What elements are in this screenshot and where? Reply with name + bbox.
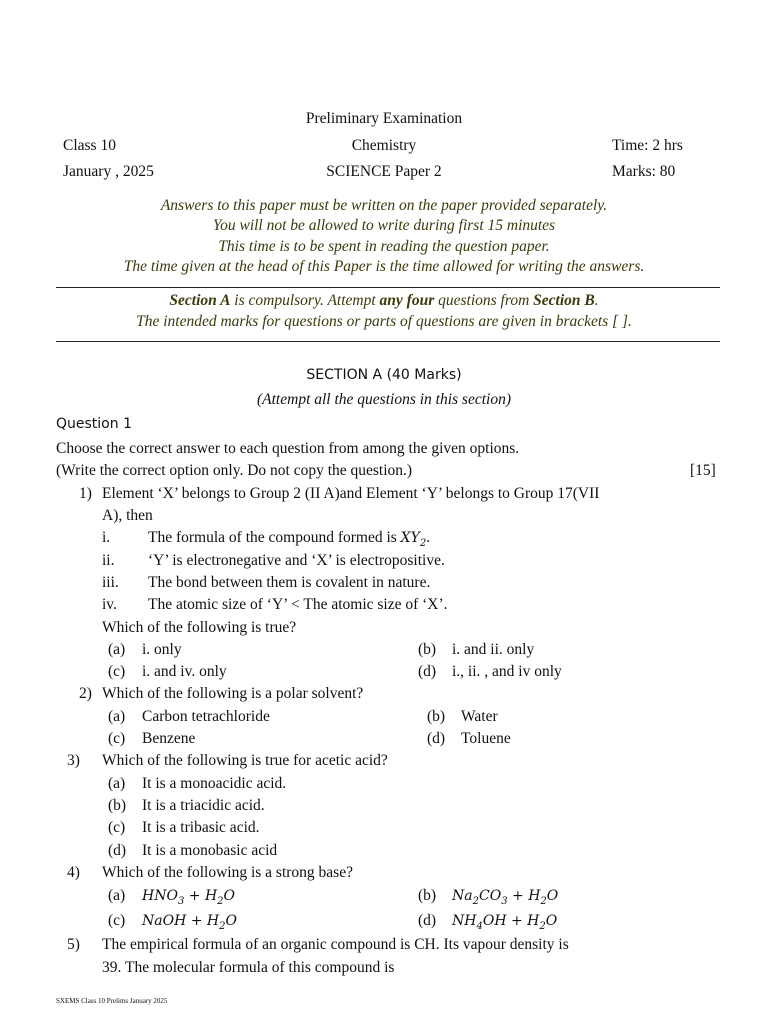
question-intro: Choose the correct answer to each question from among the given options. bbox=[56, 440, 520, 457]
option-label: (b) bbox=[108, 797, 127, 814]
option-text: It is a tribasic acid. bbox=[142, 819, 260, 836]
compulsory-text: is compulsory. Attempt bbox=[230, 292, 380, 309]
option-text: It is a triacidic acid. bbox=[142, 797, 265, 814]
period-text: . bbox=[594, 292, 599, 309]
paper-label: SCIENCE Paper 2 bbox=[326, 163, 442, 180]
q5-text-line-2: 39. The molecular formula of this compound is bbox=[102, 959, 395, 976]
section-a-ref: Section A bbox=[169, 292, 231, 309]
class-label: Class 10 bbox=[63, 137, 116, 154]
q1-statement-text: The atomic size of ‘Y’ < The atomic size of ‘X’. bbox=[148, 596, 448, 613]
option-text: Benzene bbox=[142, 730, 196, 747]
formula-option-a: $HNO_3 + H_2O$ bbox=[142, 888, 236, 907]
subject-label: Chemistry bbox=[351, 137, 417, 154]
option-label: (a) bbox=[108, 887, 126, 904]
exam-title: Preliminary Examination bbox=[305, 110, 463, 127]
option-label: (d) bbox=[418, 663, 437, 680]
option-label: (b) bbox=[418, 641, 437, 658]
option-text: Toluene bbox=[461, 730, 511, 747]
q1-statement-text: The bond between them is covalent in nature. bbox=[148, 574, 431, 591]
instruction-line-4: The time given at the head of this Paper is the time allowed for writing the answers. bbox=[123, 258, 645, 275]
q5-text-line-1: The empirical formula of an organic compound is CH. Its vapour density is bbox=[102, 936, 569, 953]
page-footer: SXEMS Class 10 Prelims January 2025 bbox=[56, 997, 168, 1005]
section-subtitle: (Attempt all the questions in this section) bbox=[257, 391, 511, 408]
formula-option-c: NaOH + $H_2O$ bbox=[142, 913, 237, 932]
divider-top bbox=[56, 287, 720, 288]
option-label: (c) bbox=[108, 912, 126, 929]
option-label: (c) bbox=[108, 819, 126, 836]
q1-statement-num: ii. bbox=[102, 552, 115, 569]
option-label: (b) bbox=[427, 708, 446, 725]
any-four-ref: any four bbox=[379, 292, 435, 309]
question-marks: [15] bbox=[690, 462, 716, 479]
section-title: SECTION A (40 Marks) bbox=[306, 367, 462, 383]
questions-from-text: questions from bbox=[434, 292, 534, 309]
option-label: (a) bbox=[108, 775, 126, 792]
q4-text: Which of the following is a strong base? bbox=[102, 864, 353, 881]
time-label: Time: 2 hrs bbox=[612, 137, 683, 154]
q1-statement-text: The formula of the compound formed is bbox=[148, 529, 401, 546]
option-label: (c) bbox=[108, 663, 126, 680]
q2-number: 2) bbox=[79, 685, 92, 702]
q1-statement-num: i. bbox=[102, 529, 111, 546]
option-text: It is a monoacidic acid. bbox=[142, 775, 287, 792]
instruction-line-3: This time is to be spent in reading the question paper. bbox=[218, 238, 550, 255]
option-label: (c) bbox=[108, 730, 126, 747]
instruction-line-5 bbox=[0, 292, 768, 310]
q1-text-line-1: Element ‘X’ belongs to Group 2 (II A)and Element ‘Y’ belongs to Group 17(VII bbox=[102, 485, 600, 502]
option-label: (d) bbox=[418, 912, 437, 929]
option-text: Carbon tetrachloride bbox=[142, 708, 270, 725]
option-label: (d) bbox=[427, 730, 446, 747]
option-label: (d) bbox=[108, 842, 127, 859]
q1-statement-num: iii. bbox=[102, 574, 119, 591]
option-text: It is a monobasic acid bbox=[142, 842, 278, 859]
instruction-line-6: The intended marks for questions or parts of questions are given in brackets [ ]. bbox=[136, 313, 632, 330]
q5-number: 5) bbox=[67, 936, 80, 953]
q1-ask: Which of the following is true? bbox=[102, 619, 297, 636]
q3-text: Which of the following is true for acetic acid? bbox=[102, 752, 388, 769]
option-label: (a) bbox=[108, 641, 126, 658]
q1-statement-num: iv. bbox=[102, 596, 117, 613]
option-text: i. only bbox=[142, 641, 182, 658]
divider-bottom bbox=[56, 341, 720, 342]
q2-text: Which of the following is a polar solvent? bbox=[102, 685, 364, 702]
instruction-line-1: Answers to this paper must be written on the paper provided separately. bbox=[160, 197, 608, 214]
q1-statement-text: ‘Y’ is electronegative and ‘X’ is electropositive. bbox=[148, 552, 445, 569]
q1-statement: The formula of the compound formed is $XY_2$. bbox=[148, 529, 431, 549]
q1-number: 1) bbox=[79, 485, 92, 502]
option-label: (a) bbox=[108, 708, 126, 725]
option-text: i. and iv. only bbox=[142, 663, 227, 680]
formula-option-b: $Na_2CO_3 + H_2O$ bbox=[452, 888, 559, 907]
option-text: i., ii. , and iv only bbox=[452, 663, 562, 680]
option-text: Water bbox=[461, 708, 498, 725]
section-b-ref: Section B bbox=[533, 292, 595, 309]
question-heading: Question 1 bbox=[56, 416, 132, 432]
option-text: i. and ii. only bbox=[452, 641, 535, 658]
q1-text-line-2: A), then bbox=[102, 507, 153, 524]
q3-number: 3) bbox=[67, 752, 80, 769]
question-note: (Write the correct option only. Do not copy the question.) bbox=[56, 462, 413, 479]
marks-label: Marks: 80 bbox=[612, 163, 676, 180]
instruction-line-2: You will not be allowed to write during first 15 minutes bbox=[212, 217, 556, 234]
formula-option-d: $NH_4OH + H_2O$ bbox=[452, 913, 558, 932]
option-label: (b) bbox=[418, 887, 437, 904]
q4-number: 4) bbox=[67, 864, 80, 881]
formula: $XY_2$ bbox=[400, 530, 427, 549]
date-label: January , 2025 bbox=[63, 163, 154, 180]
